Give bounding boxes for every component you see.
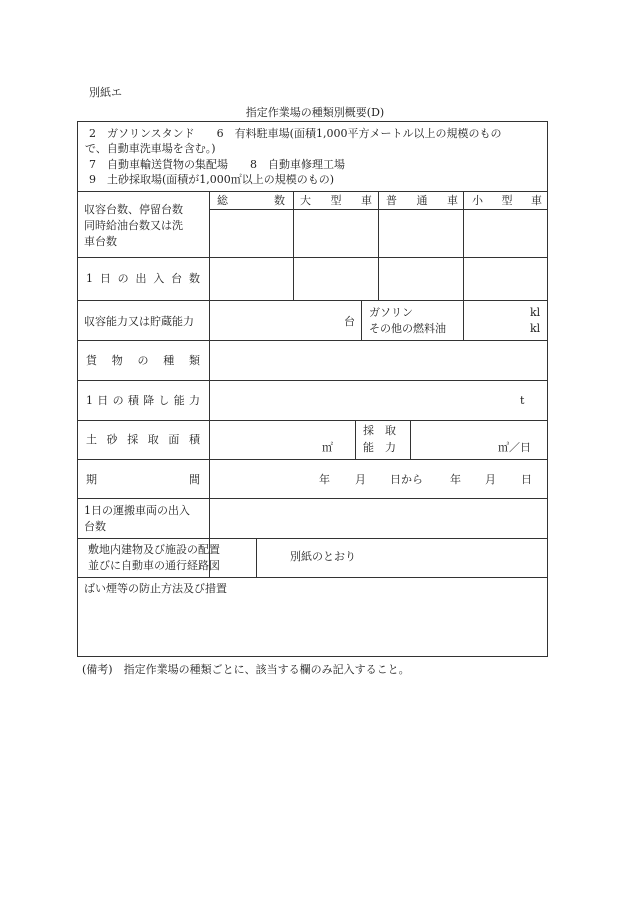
label-char: 降 xyxy=(143,394,155,407)
smoke-label: ばい煙等の防止方法及び措置 xyxy=(84,582,227,595)
label-char: の xyxy=(137,354,149,367)
label-char: 力 xyxy=(188,394,200,407)
label-char: の xyxy=(112,394,124,407)
label-char: 積 xyxy=(127,394,139,407)
period-year-2: 年 xyxy=(450,473,461,486)
unit-ton: t xyxy=(520,394,525,407)
label-char: 車 xyxy=(447,194,458,207)
doc-label: 別紙エ xyxy=(89,86,122,99)
form-title: 指定作業場の種類別概要(D) xyxy=(245,106,385,119)
label-char: 普 xyxy=(386,194,397,207)
row-divider xyxy=(78,459,547,460)
label-char: 数 xyxy=(188,272,200,285)
unit-kl-2: kl xyxy=(530,322,541,335)
label-char: 総 xyxy=(217,194,228,207)
label-char: 数 xyxy=(274,194,285,207)
header-large xyxy=(300,193,372,208)
label-char: 能 xyxy=(173,394,185,407)
unit-kl-1: kl xyxy=(530,306,541,319)
layout-label-2: 並びに自動車の通行経路図 xyxy=(88,559,220,572)
label-char: 採 xyxy=(127,433,139,446)
label-char: 日 xyxy=(97,394,109,407)
row-divider xyxy=(78,340,547,341)
label-char: 積 xyxy=(188,433,200,446)
period-month: 月 xyxy=(355,473,366,486)
label-char: し xyxy=(158,394,170,407)
capacity-label-2: 同時給油台数又は洗 xyxy=(84,219,183,232)
col-divider xyxy=(463,191,464,340)
label-char: 入 xyxy=(153,272,165,285)
label-char: 大 xyxy=(300,194,311,207)
header-regular xyxy=(386,193,458,208)
soil-sub-label-2: 能 力 xyxy=(363,441,396,454)
soil-sub-label-1: 採 取 xyxy=(363,424,396,437)
label-char: 型 xyxy=(330,194,342,207)
capacity-label-1: 収容台数、停留台数 xyxy=(84,203,183,216)
daily-traffic-label xyxy=(86,271,200,286)
col-divider xyxy=(209,191,210,577)
layout-label-1: 敷地内建物及び施設の配置 xyxy=(88,543,220,556)
col-divider xyxy=(355,420,356,459)
unit-capacity: ㎥／日 xyxy=(498,441,531,454)
row-divider xyxy=(78,300,547,301)
label-char: 面 xyxy=(168,433,180,446)
col-divider xyxy=(361,300,362,340)
row-divider xyxy=(78,420,547,421)
row-divider xyxy=(78,538,547,539)
remark-note: (備考) 指定作業場の種類ごとに、該当する欄のみ記入すること。 xyxy=(82,663,410,676)
header-total xyxy=(217,193,285,208)
label-char: 車 xyxy=(531,194,542,207)
cargo-type-label xyxy=(86,353,200,368)
label-char: 取 xyxy=(147,433,159,446)
layout-value: 別紙のとおり xyxy=(290,550,356,563)
row-divider xyxy=(78,191,547,192)
label-char: 期 xyxy=(86,473,97,486)
label-char: 類 xyxy=(189,354,200,367)
row-divider xyxy=(78,380,547,381)
col-divider xyxy=(410,420,411,459)
types-line-2: で、自動車洗車場を含む。) xyxy=(85,142,216,155)
period-label xyxy=(86,472,200,487)
vehicle-traffic-label-2: 台数 xyxy=(84,520,106,533)
period-month-2: 月 xyxy=(485,473,496,486)
label-char: 車 xyxy=(361,194,372,207)
types-line-4: 9 土砂採取場(面積が1,000㎡以上の規模のもの) xyxy=(89,173,335,186)
label-char: 小 xyxy=(472,194,483,207)
label-char: 台 xyxy=(171,272,183,285)
fuel-gasoline: ガソリン xyxy=(369,306,413,319)
label-char: 砂 xyxy=(106,433,118,446)
label-char: 型 xyxy=(501,194,513,207)
unit-dai: 台 xyxy=(344,315,355,328)
capacity-label-3: 車台数 xyxy=(84,235,117,248)
daily-loading-label xyxy=(86,393,200,408)
form-table xyxy=(77,121,548,657)
label-char: 物 xyxy=(111,354,123,367)
fuel-other: その他の燃料油 xyxy=(369,322,446,335)
header-small xyxy=(472,193,542,208)
label-char: 土 xyxy=(86,433,97,446)
types-line-3: 7 自動車輸送貨物の集配場 8 自動車修理工場 xyxy=(89,158,345,171)
unit-area: ㎡ xyxy=(322,441,333,454)
label-char: 日 xyxy=(99,272,111,285)
label-char: 間 xyxy=(189,473,200,486)
period-day-from: 日から xyxy=(390,473,423,486)
row-divider xyxy=(78,498,547,499)
label-char: 出 xyxy=(135,272,147,285)
label-char: 貨 xyxy=(86,354,97,367)
vehicle-traffic-label-1: 1日の運搬車両の出入 xyxy=(84,504,190,517)
types-line-1: 2 ガソリンスタンド 6 有料駐車場(面積1,000平方メートル以上の規模のもの xyxy=(89,127,502,140)
col-divider xyxy=(378,191,379,300)
label-char: の xyxy=(117,272,129,285)
col-divider xyxy=(293,191,294,300)
label-char: 通 xyxy=(416,194,428,207)
label-char: 1 xyxy=(86,394,93,407)
period-year: 年 xyxy=(319,473,330,486)
label-char: 1 xyxy=(86,272,93,285)
label-char: 種 xyxy=(163,354,175,367)
period-day-2: 日 xyxy=(521,473,532,486)
soil-area-label xyxy=(86,432,200,447)
storage-label: 収容能力又は貯蔵能力 xyxy=(84,315,194,328)
col-divider xyxy=(256,538,257,577)
row-divider xyxy=(78,577,547,578)
row-divider xyxy=(78,257,547,258)
